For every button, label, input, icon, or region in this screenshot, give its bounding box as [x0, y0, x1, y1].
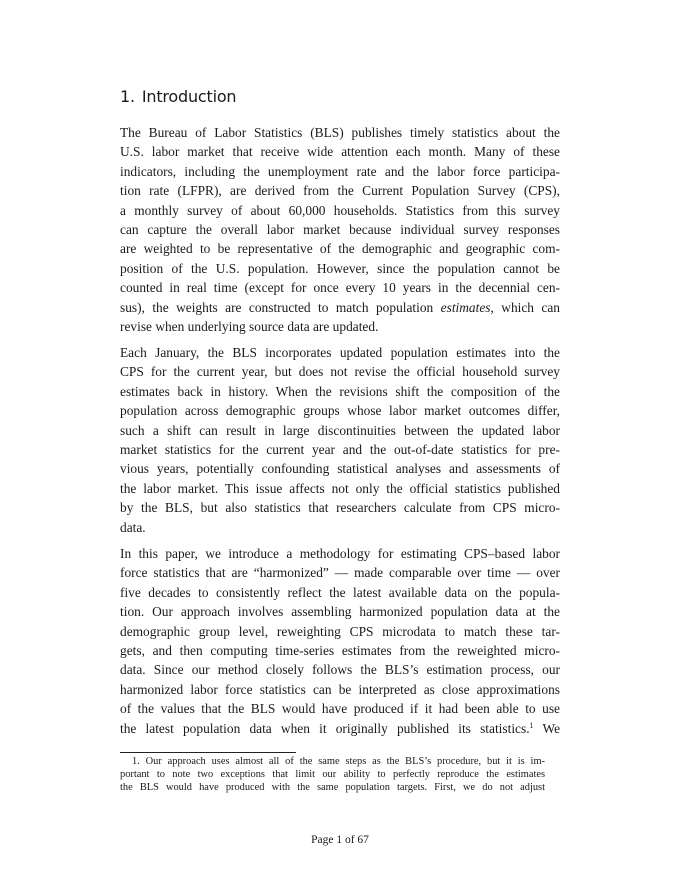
- text-line: [120, 719, 560, 738]
- section-title: Introduction: [141, 87, 237, 106]
- text-line: U.S. labor market that receive wide attention each month. Many of these: [120, 144, 560, 160]
- text-line: tion rate (LFPR), are derived from the Current Population Survey (CPS),: [120, 183, 560, 199]
- footnote-line: 1. Our approach uses almost all of the same steps as the BLS’s procedure, but it is im-: [132, 756, 545, 767]
- text-line: [120, 298, 560, 317]
- text-line-start: sus), the weights are constructed to match population: [120, 299, 434, 315]
- text-line: the labor market. This issue affects not only the official statistics published: [120, 480, 560, 496]
- text-line: can capture the overall labor market because individual survey responses: [120, 221, 560, 237]
- paragraph-3: [120, 544, 560, 738]
- text-line-end: We: [542, 720, 561, 736]
- text-line: of the values that the BLS would have produced if it had been able to use: [120, 701, 560, 717]
- footnote-ref[interactable]: 1: [529, 720, 534, 730]
- text-line: tion. Our approach involves assembling harmonized population data at the: [120, 604, 560, 620]
- text-line: are weighted to be representative of the demographic and geographic com-: [120, 241, 560, 257]
- text-line: estimates back in history. When the revisions shift the composition of the: [120, 383, 560, 399]
- text-line: force statistics that are “harmonized” — made comparable over time — over: [120, 565, 560, 581]
- text-line: data. Since our method closely follows the BLS’s estimation process, our: [120, 662, 560, 678]
- footnote-divider: [120, 752, 296, 753]
- text-line: harmonized labor force statistics can be interpreted as close approximations: [120, 681, 560, 697]
- text-line: position of the U.S. population. However, since the population cannot be: [120, 260, 560, 276]
- page-number: Page 1 of 67: [311, 834, 369, 846]
- text-line: In this paper, we introduce a methodology for estimating CPS–based labor: [120, 546, 560, 561]
- text-line: a monthly survey of about 60,000 households. Statistics from this survey: [120, 202, 560, 218]
- text-line: Each January, the BLS incorporates updated population estimates into the: [120, 345, 560, 360]
- text-line: counted in real time (except for once every 10 years in the decennial cen-: [120, 280, 560, 296]
- text-line: revise when underlying source data are updated.: [120, 318, 379, 334]
- paragraph-2: [120, 343, 560, 537]
- text-line: market statistics for the current year and the out-of-date statistics for pre-: [120, 441, 560, 457]
- section-heading: [120, 87, 236, 106]
- paragraph-1: [120, 123, 560, 336]
- text-line: CPS for the current year, but does not revise the official household survey: [120, 364, 560, 380]
- section-number: 1.: [120, 87, 135, 106]
- text-line-end: , which can: [490, 299, 560, 315]
- text-line: The Bureau of Labor Statistics (BLS) publishes timely statistics about the: [120, 125, 560, 140]
- text-line: indicators, including the unemployment rate and the labor force participa-: [120, 163, 560, 179]
- text-line: data.: [120, 519, 146, 535]
- text-line: demographic group level, reweighting CPS microdata to match these tar-: [120, 623, 560, 639]
- text-line: by the BLS, but also statistics that researchers calculate from CPS micro-: [120, 500, 560, 516]
- footnote-line: the BLS would have produced with the same population targets. First, we do not adjust: [120, 782, 545, 794]
- text-line: five decades to consistently reflect the latest available data on the popula-: [120, 584, 560, 600]
- text-line: gets, and then computing time-series estimates from the reweighted micro-: [120, 642, 560, 658]
- text-line: population across demographic groups whose labor market outcomes differ,: [120, 403, 560, 419]
- footnote-line: portant to note two exceptions that limit our ability to perfectly reproduce the estimates: [120, 769, 545, 781]
- text-line: such a shift can result in large discontinuities between the updated labor: [120, 422, 560, 438]
- italic-term: estimates: [440, 299, 491, 315]
- text-line-start: the latest population data when it originally published its statistics.: [120, 720, 530, 736]
- text-line: vious years, potentially confounding statistical analyses and assessments of: [120, 461, 560, 477]
- footnote-1: [120, 755, 545, 795]
